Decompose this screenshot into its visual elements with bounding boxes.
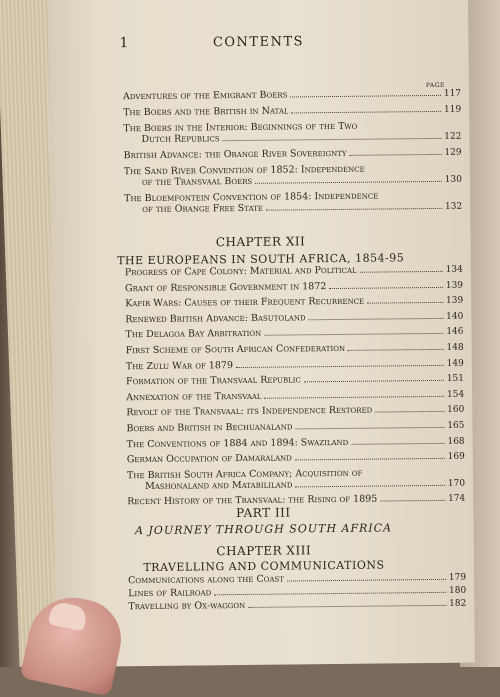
toc-entry (125, 264, 463, 280)
leader-dots (309, 318, 444, 320)
part-iii-heading (53, 504, 473, 538)
toc-page-number: 160 (447, 405, 465, 416)
chapter-xiii-heading (54, 542, 474, 575)
toc-page-number: 174 (448, 493, 466, 505)
leader-dots (255, 181, 441, 184)
contents-page (48, 0, 475, 667)
toc-entry (124, 147, 462, 163)
toc-page-number: 151 (446, 373, 465, 385)
leader-dots (214, 592, 446, 595)
leader-dots (329, 286, 442, 288)
toc-entry-title: Progress of Cape Colony: Material and Political (124, 264, 357, 279)
toc-section-a (123, 88, 462, 221)
toc-entry (126, 420, 464, 436)
toc-section-c (128, 572, 466, 615)
running-head: CONTENTS (212, 34, 305, 51)
leader-dots (348, 349, 443, 351)
toc-entry (124, 163, 462, 190)
toc-entry (126, 388, 464, 404)
toc-entry-title: of the Transvaal Boers (141, 175, 253, 189)
toc-page-number: 148 (446, 342, 464, 353)
toc-page-number: 134 (445, 264, 463, 275)
toc-entry-title: Travelling by Ox-waggon (128, 599, 246, 613)
toc-entry-title: Adventures of the Emigrant Boers (122, 89, 288, 103)
toc-page-number: 139 (445, 295, 464, 307)
chapter-label: CHAPTER XII (215, 234, 306, 250)
page-column-label: PAGE (425, 81, 445, 90)
toc-entry-title: Kafir Wars: Causes of their Frequent Recurrence (125, 295, 365, 310)
toc-entry-title: Grant of Responsible Government in 1872 (124, 280, 327, 294)
leader-dots (380, 500, 445, 502)
toc-entry-title: The Conventions of 1884 and 1894: Swaziland (126, 436, 349, 450)
toc-entry (125, 326, 463, 342)
leader-dots (292, 111, 441, 114)
toc-entry-title: Dutch Republics (141, 133, 220, 146)
toc-page-number: 170 (447, 478, 466, 489)
toc-entry-title: German Occupation of Damaraland (126, 452, 292, 466)
toc-entry (125, 279, 463, 295)
toc-page-number: 122 (444, 131, 462, 142)
toc-page-number: 140 (446, 311, 464, 322)
toc-entry-title: Formation of the Transvaal Republic (125, 374, 301, 388)
toc-entry-title: The Boers and the British in Natal (123, 105, 289, 119)
leader-dots (265, 396, 444, 399)
toc-entry-title: British Advance: the Orange River Sovereignty (123, 147, 347, 162)
toc-entry (125, 295, 463, 311)
leader-dots (349, 154, 441, 156)
toc-entry (127, 435, 465, 451)
toc-page-number: 139 (445, 280, 464, 291)
toc-page-number: 149 (446, 358, 464, 369)
toc-entry (126, 342, 464, 358)
leader-dots (248, 605, 446, 608)
toc-entry-title: Revolt of the Transvaal: its Independence Restored (126, 404, 373, 419)
leader-dots (295, 458, 445, 461)
toc-entry-title: The Delagoa Bay Arbitration (125, 328, 262, 341)
part-label: PART III (236, 505, 291, 521)
toc-page-number: 180 (448, 585, 467, 596)
toc-entry (127, 451, 465, 467)
leader-dots (290, 95, 440, 98)
toc-entry-title: The Bloemfontein Convention of 1854: Independence (124, 190, 379, 205)
toc-entry (125, 310, 463, 326)
toc-entry-title: Mashonaland and Matabililand (145, 479, 293, 492)
toc-entry-title: Boers and British in Bechuanaland (126, 421, 293, 435)
leader-dots (351, 442, 444, 444)
toc-entry (126, 373, 464, 389)
leader-dots (223, 138, 442, 141)
toc-page-number: 154 (446, 389, 465, 400)
toc-entry-title: Communications along the Coast (128, 573, 285, 587)
leader-dots (375, 411, 444, 413)
toc-page-number: 179 (448, 572, 467, 583)
toc-entry-title: Annexation of the Transvaal (126, 390, 262, 403)
toc-entry-title: Recent History of the Transvaal: the Rising of 1895 (127, 493, 378, 508)
toc-entry-title: The Zulu War of 1879 (125, 359, 234, 372)
leader-dots (295, 485, 444, 488)
toc-entry (126, 404, 464, 420)
leader-dots (304, 380, 444, 382)
toc-page-number: 169 (447, 451, 465, 462)
leader-dots (287, 579, 446, 582)
toc-entry-title: The Boers in the Interior: Beginnings of the Two (123, 120, 358, 135)
toc-entry (124, 190, 462, 217)
toc-page-number: 168 (447, 436, 465, 447)
toc-page-number: 165 (447, 420, 465, 431)
leader-dots (367, 302, 443, 304)
part-title: A JOURNEY THROUGH SOUTH AFRICA (134, 521, 393, 538)
leader-dots (360, 271, 443, 273)
chapter-xii-heading (50, 233, 470, 268)
chapter-label: CHAPTER XIII (216, 543, 312, 559)
toc-page-number: 146 (446, 327, 464, 338)
toc-entry (123, 120, 461, 147)
toc-entry-title: The British South Africa Company; Acquisition of (126, 467, 363, 481)
toc-entry (126, 357, 464, 373)
toc-page-number: 130 (444, 174, 462, 185)
toc-page-number: 119 (443, 104, 462, 115)
toc-entry (123, 88, 461, 104)
toc-entry-title: The Sand River Convention of 1852: Independence (123, 163, 365, 178)
toc-entry-title: of the Orange Free State (142, 202, 264, 216)
toc-entry (123, 104, 461, 120)
toc-entry-title: Renewed British Advance: Basutoland (125, 312, 306, 325)
leader-dots (236, 364, 444, 367)
toc-entry-title: Lines of Railroad (128, 587, 212, 600)
leader-dots (264, 333, 443, 336)
toc-entry (128, 598, 466, 614)
toc-page-number: 182 (449, 598, 467, 609)
toc-page-number: 132 (444, 201, 463, 212)
toc-entry-title: First Scheme of South African Confederation (125, 342, 346, 357)
toc-section-b (125, 264, 466, 512)
toc-page-number: 117 (443, 88, 462, 99)
page-number: 1 (119, 35, 129, 52)
chapter-title: THE EUROPEANS IN SOUTH AFRICA, 1854-95 (117, 251, 405, 268)
toc-page-number: 129 (444, 147, 462, 158)
leader-dots (266, 208, 442, 211)
toc-entry (127, 466, 465, 493)
leader-dots (295, 427, 444, 430)
chapter-title: TRAVELLING AND COMMUNICATIONS (143, 558, 385, 575)
